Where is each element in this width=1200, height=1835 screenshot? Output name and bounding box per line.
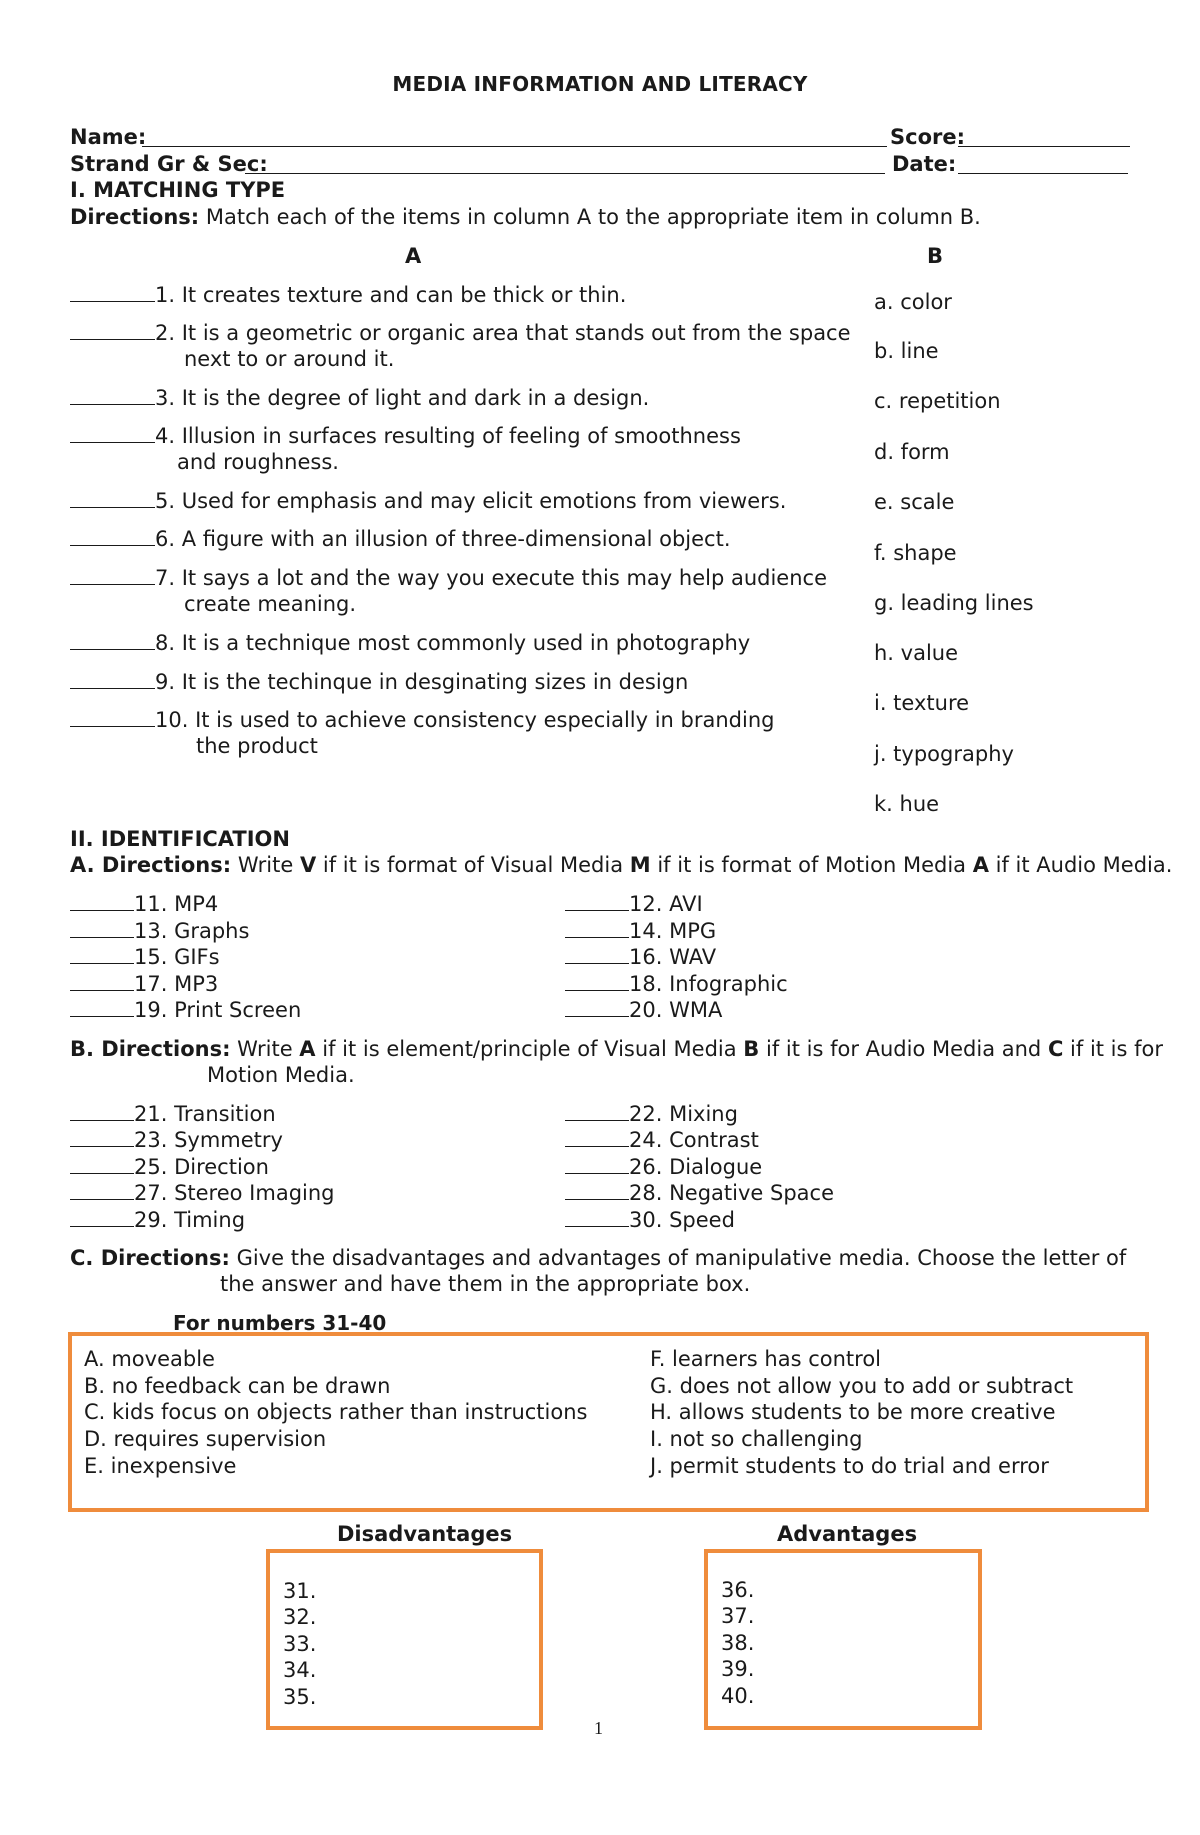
choice-item: E. inexpensive <box>84 1454 237 1478</box>
identification-item: 21. Transition <box>70 1102 276 1126</box>
matching-item-10-cont: the product <box>196 734 318 758</box>
choice-b-item: g. leading lines <box>874 591 1034 615</box>
directions-c-cont: the answer and have them in the appropriate box. <box>220 1272 751 1296</box>
identification-item: 28. Negative Space <box>565 1181 834 1205</box>
advantages-label: Advantages <box>777 1522 918 1546</box>
choice-item: B. no feedback can be drawn <box>84 1374 391 1398</box>
answer-blank[interactable] <box>70 1172 134 1174</box>
choice-item: G. does not allow you to add or subtract <box>650 1374 1074 1398</box>
answer-number: 37. <box>721 1604 755 1628</box>
choice-b-item: a. color <box>874 290 952 314</box>
answer-blank[interactable] <box>565 1225 629 1227</box>
identification-item: 18. Infographic <box>565 972 788 996</box>
date-label: Date: <box>892 152 957 176</box>
answer-number: 35. <box>283 1685 317 1709</box>
identification-item: 11. MP4 <box>70 892 218 916</box>
name-label: Name: <box>70 125 147 149</box>
choice-item: D. requires supervision <box>84 1427 327 1451</box>
score-label: Score: <box>890 125 965 149</box>
matching-item-4-cont: and roughness. <box>177 450 339 474</box>
directions-label: Directions: <box>70 205 200 229</box>
answer-blank[interactable] <box>70 1119 134 1121</box>
page-title: MEDIA INFORMATION AND LITERACY <box>392 72 808 96</box>
answer-blank[interactable] <box>70 1198 134 1200</box>
identification-item: 12. AVI <box>565 892 703 916</box>
answer-blank[interactable] <box>70 648 155 650</box>
identification-item: 22. Mixing <box>565 1102 738 1126</box>
matching-item-4: 4. Illusion in surfaces resulting of feeling of smoothness <box>70 424 741 448</box>
choice-b-item: e. scale <box>874 490 955 514</box>
choice-item: A. moveable <box>84 1347 215 1371</box>
answer-blank[interactable] <box>70 300 155 302</box>
matching-directions <box>70 205 981 229</box>
directions-b: B. Directions: Write A if it is element/principle of Visual Media B if it is for Audio Media and C if it is for <box>70 1037 1164 1061</box>
answer-blank[interactable] <box>70 1015 134 1017</box>
answer-number: 40. <box>721 1684 755 1708</box>
answer-blank[interactable] <box>70 403 155 405</box>
identification-item: 14. MPG <box>565 919 716 943</box>
identification-item: 24. Contrast <box>565 1128 759 1152</box>
answer-blank[interactable] <box>70 909 134 911</box>
identification-item: 26. Dialogue <box>565 1155 762 1179</box>
disadvantages-label: Disadvantages <box>337 1522 513 1546</box>
directions-a: A. Directions: Write V if it is format of Visual Media M if it is format of Motion Media A if it Audio Media. <box>70 853 1173 877</box>
column-a-header: A <box>405 244 422 268</box>
choice-item: F. learners has control <box>650 1347 882 1371</box>
score-field[interactable] <box>958 146 1130 147</box>
answer-blank[interactable] <box>70 725 155 727</box>
answer-blank[interactable] <box>70 338 155 340</box>
matching-item-2-cont: next to or around it. <box>184 347 395 371</box>
answer-blank[interactable] <box>565 936 629 938</box>
matching-item-7-cont: create meaning. <box>184 592 357 616</box>
matching-item-1: 1. It creates texture and can be thick or thin. <box>70 283 626 307</box>
matching-item-3: 3. It is the degree of light and dark in a design. <box>70 386 649 410</box>
identification-item: 27. Stereo Imaging <box>70 1181 335 1205</box>
answer-blank[interactable] <box>565 1119 629 1121</box>
directions-c: C. Directions: Give the disadvantages and advantages of manipulative media. Choose the letter of <box>70 1246 1127 1270</box>
choice-item: J. permit students to do trial and error <box>650 1454 1049 1478</box>
matching-item-7: 7. It says a lot and the way you execute this may help audience <box>70 566 827 590</box>
answer-blank[interactable] <box>70 936 134 938</box>
choice-item: H. allows students to be more creative <box>650 1400 1056 1424</box>
directions-b-cont: Motion Media. <box>207 1063 355 1087</box>
for-numbers-label: For numbers 31-40 <box>173 1311 387 1335</box>
answer-number: 33. <box>283 1632 317 1656</box>
answer-blank[interactable] <box>70 583 155 585</box>
choice-item: I. not so challenging <box>650 1427 863 1451</box>
answer-number: 39. <box>721 1657 755 1681</box>
identification-item: 20. WMA <box>565 998 722 1022</box>
matching-heading: I. MATCHING TYPE <box>70 178 286 202</box>
choice-b-item: j. typography <box>874 742 1014 766</box>
identification-item: 29. Timing <box>70 1208 245 1232</box>
answer-blank[interactable] <box>70 441 155 443</box>
answer-blank[interactable] <box>565 1172 629 1174</box>
choice-b-item: c. repetition <box>874 389 1001 413</box>
matching-item-2: 2. It is a geometric or organic area that stands out from the space <box>70 321 851 345</box>
identification-item: 16. WAV <box>565 945 716 969</box>
strand-field[interactable] <box>245 173 885 174</box>
identification-item: 19. Print Screen <box>70 998 301 1022</box>
identification-item: 15. GIFs <box>70 945 220 969</box>
answer-number: 31. <box>283 1579 317 1603</box>
strand-label: Strand Gr & Sec: <box>70 152 268 176</box>
choice-b-item: f. shape <box>874 541 957 565</box>
answer-blank[interactable] <box>565 909 629 911</box>
choice-b-item: k. hue <box>874 792 940 816</box>
identification-item: 17. MP3 <box>70 972 218 996</box>
answer-blank[interactable] <box>565 989 629 991</box>
identification-item: 13. Graphs <box>70 919 249 943</box>
identification-item: 23. Symmetry <box>70 1128 283 1152</box>
matching-item-6: 6. A figure with an illusion of three-dimensional object. <box>70 527 731 551</box>
answer-number: 34. <box>283 1658 317 1682</box>
answer-blank[interactable] <box>70 962 134 964</box>
answer-blank[interactable] <box>565 1015 629 1017</box>
answer-blank[interactable] <box>70 989 134 991</box>
matching-item-9: 9. It is the techinque in desginating sizes in design <box>70 670 688 694</box>
answer-blank[interactable] <box>70 1225 134 1227</box>
identification-item: 25. Direction <box>70 1155 269 1179</box>
answer-number: 36. <box>721 1578 755 1602</box>
answer-blank[interactable] <box>565 1198 629 1200</box>
answer-blank[interactable] <box>70 687 155 689</box>
name-field[interactable] <box>142 146 887 147</box>
identification-heading: II. IDENTIFICATION <box>70 827 290 851</box>
choice-b-item: h. value <box>874 641 959 665</box>
answer-blank[interactable] <box>565 962 629 964</box>
choice-item: C. kids focus on objects rather than instructions <box>84 1400 588 1424</box>
date-field[interactable] <box>958 173 1128 174</box>
matching-item-5: 5. Used for emphasis and may elicit emotions from viewers. <box>70 489 786 513</box>
choice-b-item: i. texture <box>874 691 970 715</box>
choice-b-item: d. form <box>874 440 950 464</box>
matching-item-8: 8. It is a technique most commonly used in photography <box>70 631 750 655</box>
answer-number: 32. <box>283 1605 317 1629</box>
answer-number: 38. <box>721 1631 755 1655</box>
matching-item-10: 10. It is used to achieve consistency especially in branding <box>70 708 775 732</box>
answer-blank[interactable] <box>70 544 155 546</box>
choice-b-item: b. line <box>874 339 939 363</box>
answer-blank[interactable] <box>565 1145 629 1147</box>
answer-blank[interactable] <box>70 506 155 508</box>
page-number: 1 <box>594 1718 603 1738</box>
directions-text: Match each of the items in column A to the appropriate item in column B. <box>205 205 981 229</box>
answer-blank[interactable] <box>70 1145 134 1147</box>
identification-item: 30. Speed <box>565 1208 735 1232</box>
column-b-header: B <box>927 244 944 268</box>
